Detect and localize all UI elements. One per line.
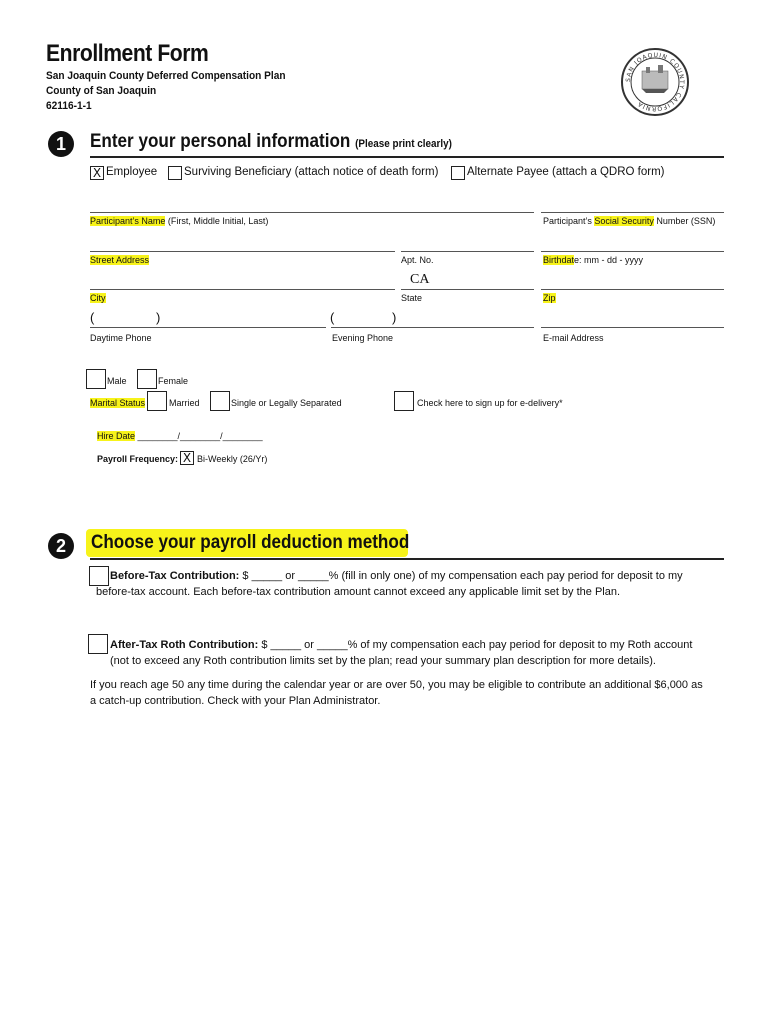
biweekly-label: Bi-Weekly (26/Yr) — [197, 454, 268, 464]
employee-checkbox[interactable]: X — [90, 166, 104, 180]
email-label: E-mail Address — [543, 333, 604, 343]
name-field[interactable] — [90, 212, 534, 213]
state-label: State — [401, 293, 423, 303]
name-label: Participant’s Name (First, Middle Initial, Last) — [90, 216, 269, 226]
after-tax-checkbox[interactable] — [88, 634, 108, 654]
after-tax-text: After-Tax Roth Contribution: $ _____ or _____% of my compensation each pay period for deposit to my Roth account (not to exceed any Roth contribution limits set by the plan; read your summary plan description for more details). — [110, 639, 693, 667]
birthdate-field[interactable] — [541, 251, 724, 252]
zip-field[interactable] — [541, 289, 724, 290]
daytime-phone-field[interactable] — [90, 327, 326, 328]
payroll-frequency-label: Payroll Frequency: — [97, 454, 179, 464]
step-2-badge: 2 — [48, 533, 74, 559]
ssn-field[interactable] — [541, 212, 724, 213]
section-1-title: Enter your personal information — [90, 131, 351, 152]
surviving-beneficiary-label: Surviving Beneficiary (attach notice of death form) — [184, 166, 439, 178]
married-checkbox[interactable] — [147, 391, 167, 411]
edelivery-checkbox[interactable] — [394, 391, 414, 411]
ssn-label: Participant’s Social Security Number (SSN) — [543, 216, 716, 226]
section-2-title: Choose your payroll deduction method — [91, 532, 410, 553]
email-field[interactable] — [541, 327, 724, 328]
evening-area-open: ( — [330, 310, 335, 325]
street-field[interactable] — [90, 251, 395, 252]
section-1-rule — [90, 156, 724, 158]
evening-phone-field[interactable] — [331, 327, 534, 328]
single-label: Single or Legally Separated — [231, 398, 342, 408]
before-tax-text: Before-Tax Contribution: $ _____ or _____% (fill in only one) of my compensation each pay period for deposit to my before-tax account. Each before-tax contribution amount cannot exceed any applicable limit set by the Plan. — [96, 570, 683, 598]
seal-text: SAN JOAQUIN COUNTY CALIFORNIA — [624, 51, 686, 113]
county-name: County of San Joaquin — [46, 85, 157, 97]
daytime-phone-label: Daytime Phone — [90, 333, 152, 343]
female-label: Female — [158, 376, 189, 386]
evening-phone-label: Evening Phone — [332, 333, 394, 343]
plan-name: San Joaquin County Deferred Compensation Plan — [46, 70, 286, 82]
marital-status-label: Marital Status — [90, 398, 146, 408]
section-1-note: (Please print clearly) — [355, 138, 452, 150]
section-2-rule — [90, 558, 724, 560]
male-label: Male — [107, 376, 127, 386]
step-1-badge: 1 — [48, 131, 74, 157]
female-checkbox[interactable] — [137, 369, 157, 389]
surviving-beneficiary-checkbox[interactable] — [168, 166, 182, 180]
city-label: City — [90, 293, 106, 303]
biweekly-checkbox[interactable]: X — [180, 451, 194, 465]
catch-up-text: If you reach age 50 any time during the calendar year or are over 50, you may be eligible to contribute an additional $6,000 as a catch-up contribution. Check with your Plan Administrator. — [90, 679, 703, 707]
employee-label: Employee — [106, 166, 158, 178]
male-checkbox[interactable] — [86, 369, 106, 389]
daytime-area-open: ( — [90, 310, 95, 325]
apt-label: Apt. No. — [401, 255, 434, 265]
married-label: Married — [169, 398, 200, 408]
alternate-payee-checkbox[interactable] — [451, 166, 465, 180]
hire-date-row[interactable] — [97, 431, 263, 441]
daytime-area-close: ) — [156, 310, 161, 325]
hire-date-label: Hire Date — [97, 431, 136, 441]
hire-date-blank: ________/________/________ — [135, 431, 263, 441]
alternate-payee-label: Alternate Payee (attach a QDRO form) — [467, 166, 665, 178]
edelivery-label: Check here to sign up for e-delivery* — [417, 398, 563, 408]
zip-label: Zip — [543, 293, 556, 303]
form-title: Enrollment Form — [46, 40, 209, 67]
evening-area-close: ) — [392, 310, 397, 325]
section-1-heading — [90, 131, 452, 153]
single-checkbox[interactable] — [210, 391, 230, 411]
city-field[interactable] — [90, 289, 395, 290]
street-label: Street Address — [90, 255, 150, 265]
state-value[interactable]: CA — [410, 272, 430, 287]
apt-field[interactable] — [401, 251, 534, 252]
form-code: 62116-1-1 — [46, 100, 92, 112]
state-field[interactable] — [401, 289, 534, 290]
county-seal-icon — [620, 47, 690, 117]
birthdate-label: Birthdate: mm - dd - yyyy — [543, 255, 644, 265]
